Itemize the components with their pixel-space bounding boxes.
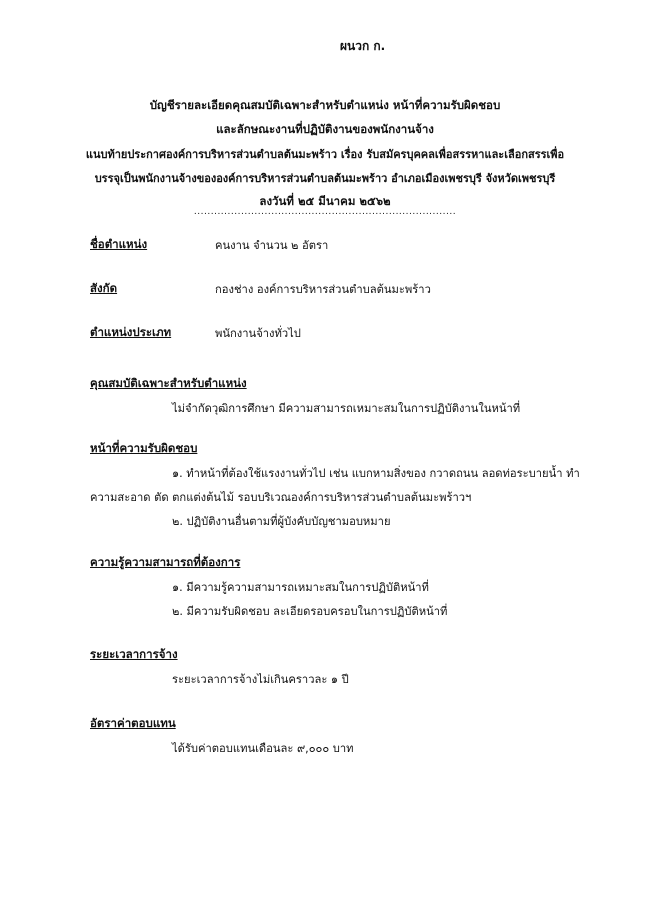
title-line-4: บรรจุเป็นพนักงานจ้างขององค์การบริหารส่วนตำบลต้นมะพร้าว อำเภอเมืองเพชรบุรี จังหวัดเพชรบุรี xyxy=(94,172,556,185)
knowledge-item-2: ๒. มีความรับผิดชอบ ละเอียดรอบครอบในการปฏิบัติหน้าที่ xyxy=(172,605,448,618)
knowledge-item-1: ๑. มีความรู้ความสามารถเหมาะสมในการปฏิบัติหน้าที่ xyxy=(172,581,429,594)
duties-item-1-line-1: ๑. ทำหน้าที่ต้องใช้แรงงานทั่วไป เช่น แบกหามสิ่งของ กวาดถนน ลอดท่อระบายน้ำ ทำ xyxy=(172,467,580,480)
position-type-value: พนักงานจ้างทั่วไป xyxy=(215,327,301,340)
title-line-5: ลงวันที่ ๒๕ มีนาคม ๒๕๖๒ xyxy=(259,194,391,208)
title-line-2: และลักษณะงานที่ปฏิบัติงานของพนักงานจ้าง xyxy=(216,122,434,136)
duties-heading: หน้าที่ความรับผิดชอบ xyxy=(90,441,198,455)
position-value: คนงาน จำนวน ๒ อัตรา xyxy=(215,239,329,252)
position-label: ชื่อตำแหน่ง xyxy=(90,237,148,251)
compensation-text: ได้รับค่าตอบแทนเดือนละ ๙,๐๐๐ บาท xyxy=(172,742,354,755)
duration-heading: ระยะเวลาการจ้าง xyxy=(90,647,178,661)
affiliation-label: สังกัด xyxy=(90,281,118,295)
compensation-heading: อัตราค่าตอบแทน xyxy=(90,716,176,730)
title-line-3: แนบท้ายประกาศองค์การบริหารส่วนตำบลต้นมะพร้าว เรื่อง รับสมัครบุคคลเพื่อสรรหาและเลือกสรรเพื่อ xyxy=(85,148,565,161)
position-type-label: ตำแหน่งประเภท xyxy=(90,325,172,339)
qualifications-heading: คุณสมบัติเฉพาะสำหรับตำแหน่ง xyxy=(90,376,247,390)
affiliation-value: กองช่าง องค์การบริหารส่วนตำบลต้นมะพร้าว xyxy=(215,283,431,296)
title-line-1: บัญชีรายละเอียดคุณสมบัติเฉพาะสำหรับตำแหน่ง หน้าที่ความรับผิดชอบ xyxy=(149,98,501,112)
duties-item-1-line-2: ความสะอาด ตัด ตกแต่งต้นไม้ รอบบริเวณองค์การบริหารส่วนตำบลต้นมะพร้าวฯ xyxy=(90,491,472,504)
knowledge-heading: ความรู้ความสามารถที่ต้องการ xyxy=(90,555,241,569)
duties-item-2: ๒. ปฏิบัติงานอื่นตามที่ผู้บังคับบัญชามอบหมาย xyxy=(172,515,391,528)
duration-text: ระยะเวลาการจ้างไม่เกินคราวละ ๑ ปี xyxy=(172,673,349,686)
qualifications-text: ไม่จำกัดวุฒิการศึกษา มีความสามารถเหมาะสมในการปฏิบัติงานในหน้าที่ xyxy=(172,402,521,415)
annex-label: ผนวก ก. xyxy=(340,39,386,53)
dotted-divider: .............................................................................. xyxy=(193,207,457,217)
